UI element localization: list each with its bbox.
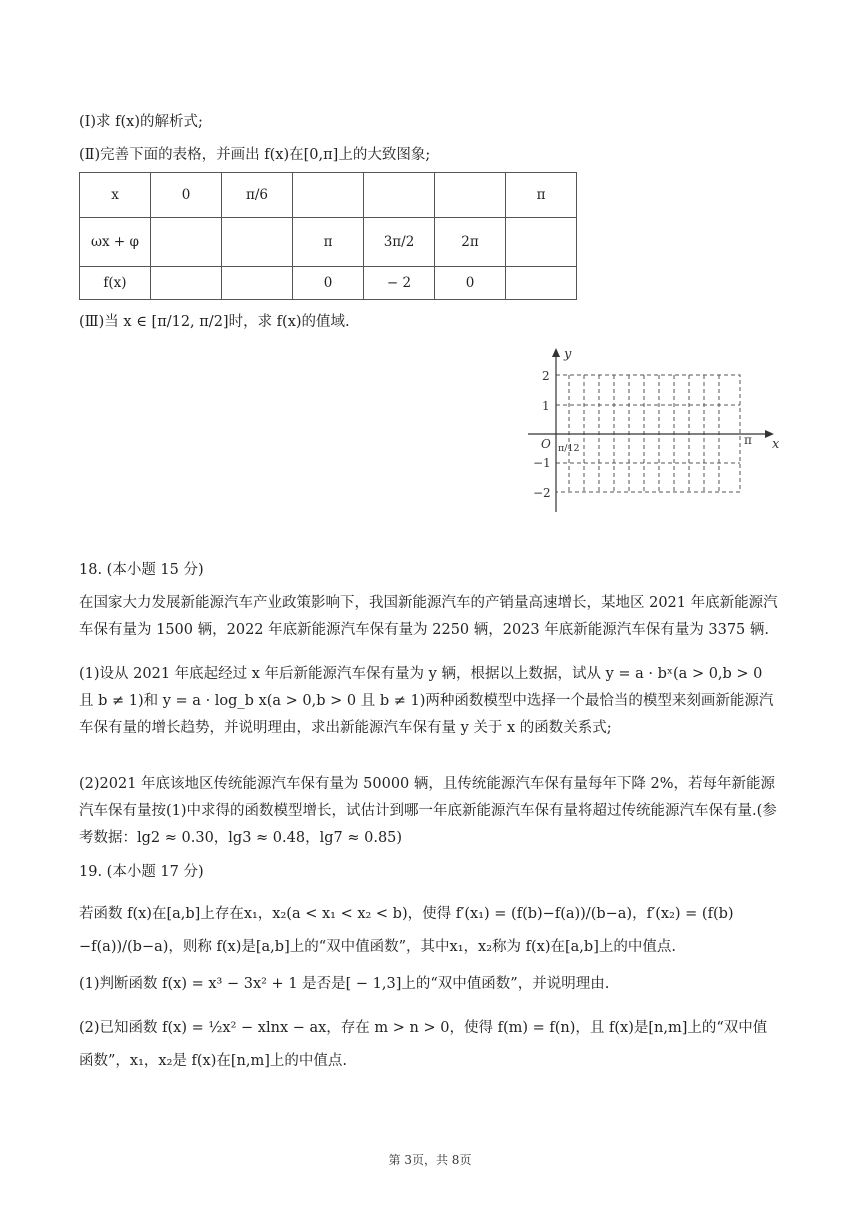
q18-header (79, 560, 204, 580)
table-row-phase (80, 218, 577, 267)
table-cell (151, 218, 222, 267)
y-axis-arrow-icon (552, 348, 560, 357)
table-cell: x (80, 173, 151, 218)
q19-header-text: 19. (本小题 17 分) (79, 864, 204, 880)
table-cell (506, 267, 577, 300)
q19-sub2: (2)已知函数 f(x) = ½x² − xlnx − ax，存在 m > n > 0，使得 f(m) = f(n)，且 f(x)是[n,m]上的“双中值函数”，x₁，x₂是 f(x)在[n,m]上的中值点. (79, 1020, 768, 1069)
table-cell (435, 173, 506, 218)
table-cell: ωx + φ (80, 218, 151, 267)
q18-intro: 在国家大力发展新能源汽车产业政策影响下，我国新能源汽车的产销量高速增长，某地区 2021 年底新能源汽车保有量为 1500 辆，2022 年底新能源汽车保有量为 2250 辆，2023 年底新能源汽车保有量为 3375 辆. (79, 595, 778, 638)
table-cell (151, 267, 222, 300)
x-axis-label: x (772, 437, 780, 452)
table-cell (506, 218, 577, 267)
value-table (79, 172, 577, 300)
x-tick-label-pi12: π/12 (558, 443, 580, 454)
y-tick-label: −2 (533, 486, 551, 500)
table-row-x (80, 173, 577, 218)
q17-part1-text: (Ⅰ)求 f(x)的解析式; (79, 114, 203, 130)
y-tick-label: 2 (542, 369, 550, 383)
table-row-fx (80, 267, 577, 300)
q18-sub1: (1)设从 2021 年底起经过 x 年后新能源汽车保有量为 y 辆，根据以上数据，试从 y = a · bˣ(a > 0,b > 0 且 b ≠ 1)和 y = a · log_b x(a > 0,b > 0 且 b ≠ 1)两种函数模型中选择一个最恰当的模型来刻画新能源汽车保有量的增长趋势，并说明理由，求出新能源汽车保有量 y 关于 x 的函数关系式; (79, 666, 774, 736)
q17-part2 (79, 145, 430, 165)
table-cell: f(x) (80, 267, 151, 300)
table-cell: 0 (293, 267, 364, 300)
q17-part3 (79, 312, 350, 332)
page-footer: 第 3页，共 8页 (388, 1153, 472, 1167)
table-cell: 2π (435, 218, 506, 267)
x-tick-label-pi: π (744, 433, 752, 447)
y-tick-label: −1 (533, 456, 551, 470)
q17-part2-text: (Ⅱ)完善下面的表格，并画出 f(x)在[0,π]上的大致图象; (79, 147, 431, 163)
table-cell: π (293, 218, 364, 267)
table-cell (222, 267, 293, 300)
table-cell: 3π/2 (364, 218, 435, 267)
q19-sub1: (1)判断函数 f(x) = x³ − 3x² + 1 是否是[ − 1,3]上的“双中值函数”，并说明理由. (79, 976, 610, 992)
table-cell: − 2 (364, 267, 435, 300)
q17-part1 (79, 112, 203, 132)
table-cell: 0 (435, 267, 506, 300)
q18-sub2: (2)2021 年底该地区传统能源汽车保有量为 50000 辆，且传统能源汽车保有量每年下降 2%，若每年新能源汽车保有量按(1)中求得的函数模型增长，试估计到哪一年底新能源汽车保有量将超过传统能源汽车保有量.(参考数据：lg2 ≈ 0.30，lg3 ≈ 0.48，lg7 ≈ 0.85) (79, 776, 777, 846)
coordinate-grid (520, 340, 790, 516)
table-cell (364, 173, 435, 218)
q18-header-text: 18. (本小题 15 分) (79, 562, 204, 578)
table-cell (293, 173, 364, 218)
table-cell (222, 218, 293, 267)
q19-intro: 若函数 f(x)在[a,b]上存在x₁，x₂(a < x₁ < x₂ < b)，使得 f′(x₁) = (f(b)−f(a))/(b−a)，f′(x₂) = (f(b)−f(a))/(b−a)，则称 f(x)是[a,b]上的“双中值函数”，其中x₁，x₂称为 f(x)在[a,b]上的中值点. (79, 906, 734, 955)
y-tick-label: 1 (542, 399, 550, 413)
y-axis-label: y (564, 347, 572, 362)
table-cell: 0 (151, 173, 222, 218)
q19-header (79, 862, 204, 882)
table-cell: π (506, 173, 577, 218)
q17-part3-text: (Ⅲ)当 x ∈ [π/12, π/2]时，求 f(x)的值域. (79, 314, 350, 330)
table-cell: π/6 (222, 173, 293, 218)
origin-label: O (541, 437, 551, 451)
